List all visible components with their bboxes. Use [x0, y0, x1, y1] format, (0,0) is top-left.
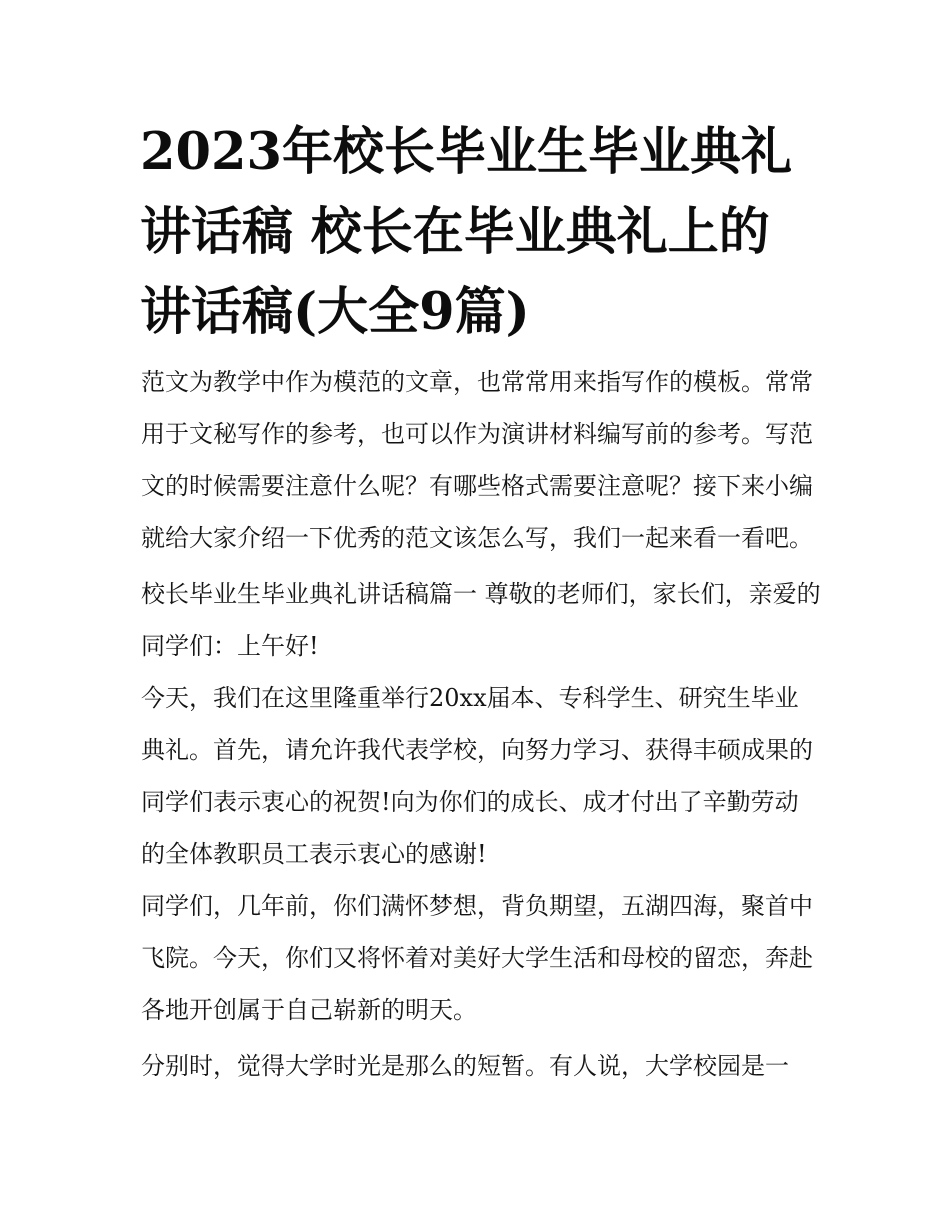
document-body — [141, 356, 821, 1092]
paragraph-greeting: 校长毕业生毕业典礼讲话稿篇一 尊敬的老师们，家长们，亲爱的同学们：上午好! — [141, 580, 821, 660]
paragraph-farewell: 分别时，觉得大学时光是那么的短暂。有人说，大学校园是一 — [141, 1052, 789, 1080]
document-title: 2023年校长毕业生毕业典礼讲话稿 校长在毕业典礼上的讲话稿(大全9篇) — [140, 122, 792, 342]
paragraph-intro: 范文为教学中作为模范的文章，也常常用来指写作的模板。常常用于文秘写作的参考，也可以作为演讲材料编写前的参考。写范文的时候需要注意什么呢？有哪些格式需要注意呢？接下来小编就给大家介绍一下优秀的范文该怎么写，我们一起来看一看吧。 — [141, 368, 813, 552]
paragraph-dreams: 同学们，几年前，你们满怀梦想，背负期望，五湖四海，聚首中飞院。今天，你们又将怀着对美好大学生活和母校的留恋，奔赴各地开创属于自己崭新的明天。 — [141, 892, 813, 1024]
paragraph-ceremony: 今天，我们在这里隆重举行20xx届本、专科学生、研究生毕业典礼。首先，请允许我代表学校，向努力学习、获得丰硕成果的同学们表示衷心的祝贺!向为你们的成长、成才付出了辛勤劳动的全体教职员工表示衷心的感谢! — [141, 684, 813, 868]
